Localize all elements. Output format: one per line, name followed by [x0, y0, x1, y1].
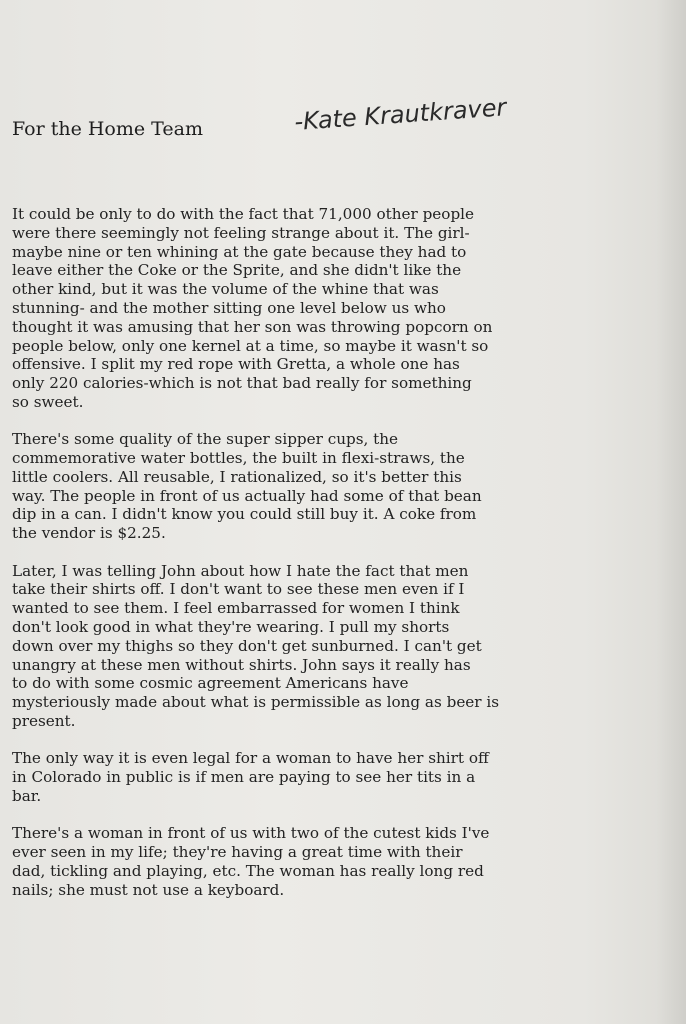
paragraph-3: Later, I was telling John about how I hate the fact that men take their shirts off. I don't want to see these men even if I wanted to see them. I feel embarrassed for women I think don't look good in what they're wearing. I pull my shorts down over my thighs so they don't get sunburned. I can't get unangry at these men without shirts. John says it really has to do with some cosmic agreement Americans have mysteriously made about what is permissible as long as beer is present.	[12, 561, 500, 730]
paragraph-4: The only way it is even legal for a woman to have her shirt off in Colorado in public is if men are paying to see her tits in a bar.	[12, 749, 489, 805]
paragraph-2: There's some quality of the super sipper cups, the commemorative water bottles, the built in flexi-straws, the little coolers. All reusable, I rationalized, so it's better this way. The people in front of us actually had some of that bean dip in a can. I didn't know you could still buy it. A coke from the vendor is $2.25.	[12, 430, 482, 543]
paragraph-5: There's a woman in front of us with two of the cutest kids I've ever seen in my life; they're having a great time with their dad, tickling and playing, etc. The woman has really long red nails; she must not use a keyboard.	[12, 824, 490, 899]
paragraph-1: It could be only to do with the fact that 71,000 other people were there seemingly not feeling strange about it. The girl- maybe nine or ten whining at the gate because they had to leave either the Coke or the Sprite, and she didn't like the other kind, but it was the volume of the whine that was stunning- and the mother sitting one level below us who thought it was amusing that her son was throwing popcorn on people below, only one kernel at a time, so maybe it wasn't so offensive. I split my red rope with Gretta, a whole one has only 220 calories-which is not that bad really for something so sweet.	[12, 205, 493, 411]
article-body	[12, 205, 622, 918]
page-title: For the Home Team	[12, 118, 203, 140]
signature-text: -Kate Krautkraver	[293, 93, 508, 136]
page-edge-shadow	[656, 0, 686, 1024]
handwritten-signature	[295, 92, 615, 152]
